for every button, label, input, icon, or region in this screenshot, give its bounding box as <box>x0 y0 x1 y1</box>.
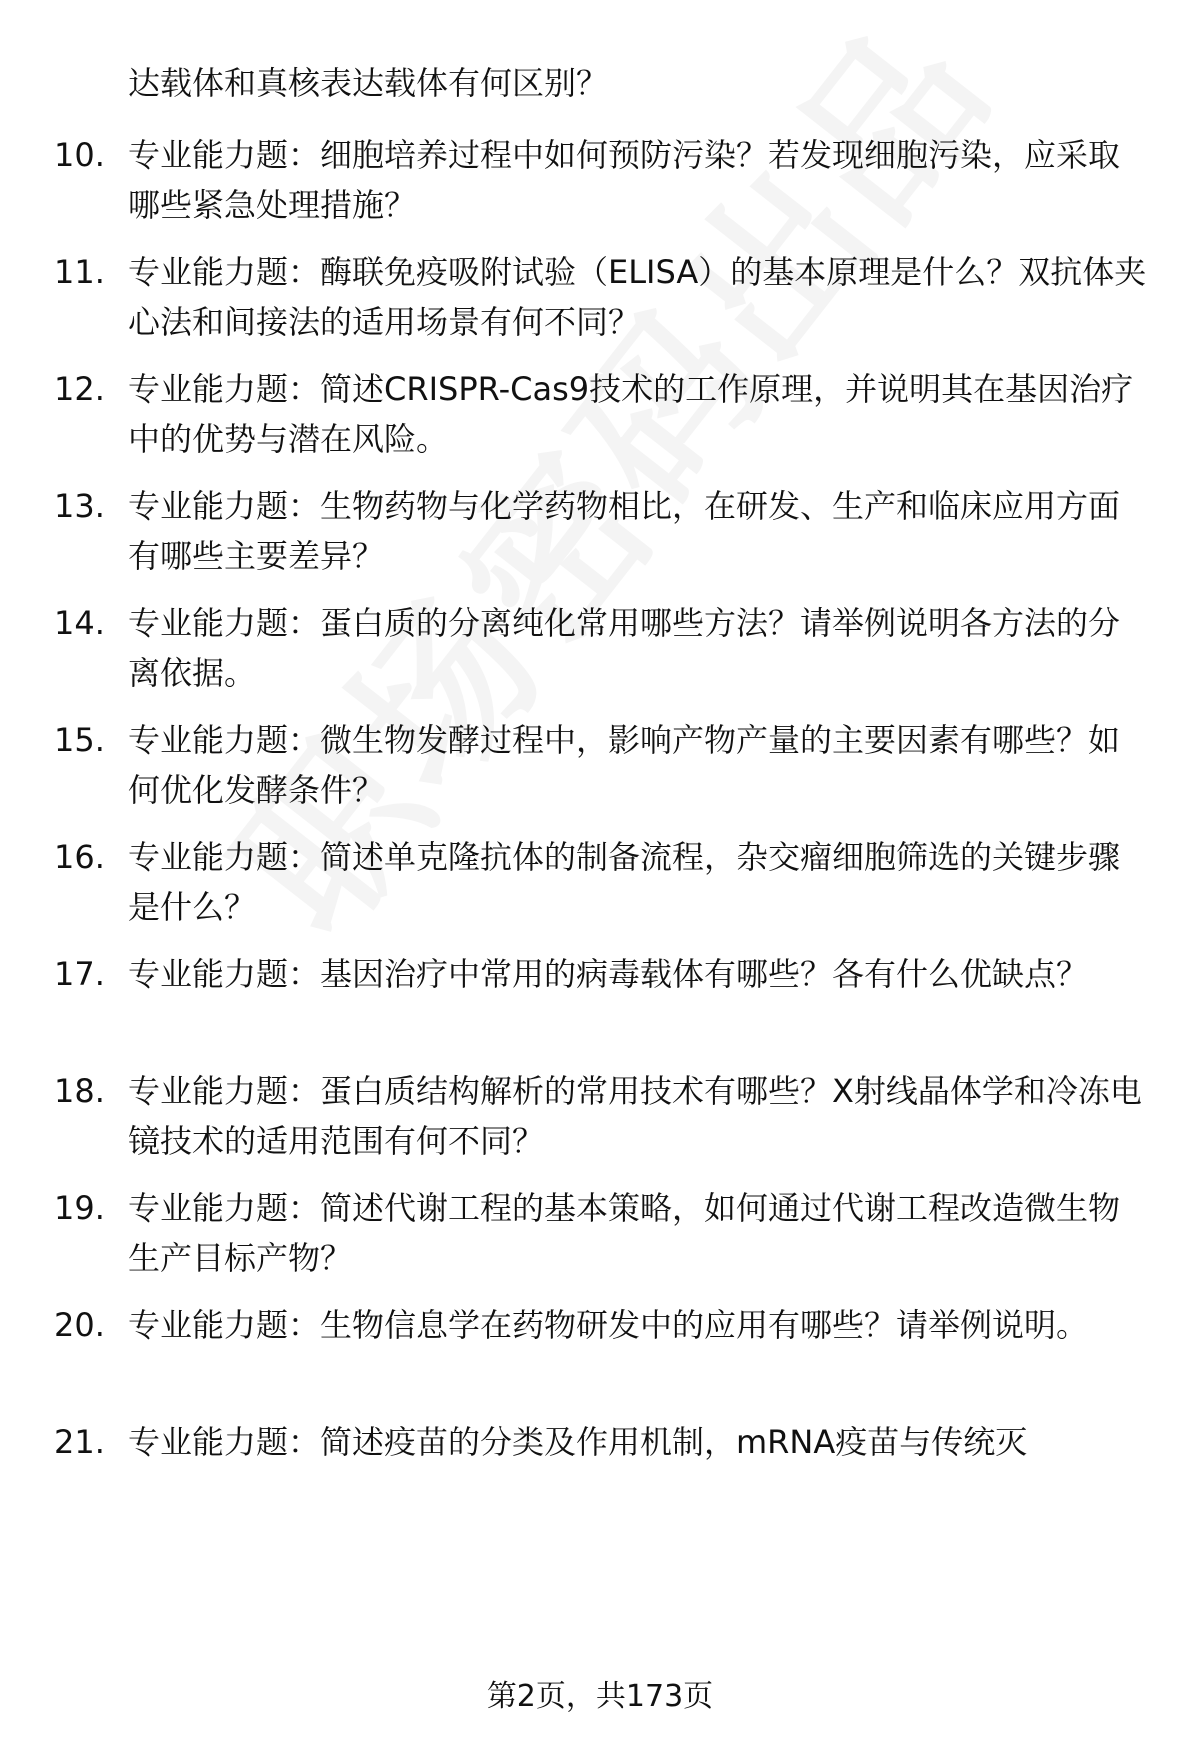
question-text: 专业能力题：简述CRISPR-Cas9技术的工作原理，并说明其在基因治疗中的优势与潜在风险。 <box>128 370 1134 458</box>
question-item <box>0 598 1200 708</box>
question-item <box>0 949 1200 1059</box>
continuation-text: 达载体和真核表达载体有何区别？ <box>128 64 609 102</box>
question-item <box>0 364 1200 474</box>
question-text: 专业能力题：简述疫苗的分类及作用机制，mRNA疫苗与传统灭 <box>128 1423 1028 1461</box>
question-number: 19. <box>54 1189 105 1227</box>
question-number: 17. <box>54 955 105 993</box>
question-text: 专业能力题：简述代谢工程的基本策略，如何通过代谢工程改造微生物生产目标产物？ <box>128 1189 1121 1277</box>
question-text: 专业能力题：微生物发酵过程中，影响产物产量的主要因素有哪些？如何优化发酵条件？ <box>128 721 1121 809</box>
question-number: 13. <box>54 487 105 525</box>
question-item <box>0 1417 1200 1477</box>
question-item <box>0 130 1200 240</box>
question-text: 专业能力题：细胞培养过程中如何预防污染？若发现细胞污染，应采取哪些紧急处理措施？ <box>128 136 1121 224</box>
question-item <box>0 1183 1200 1293</box>
question-number: 18. <box>54 1072 105 1110</box>
question-text: 专业能力题：蛋白质的分离纯化常用哪些方法？请举例说明各方法的分离依据。 <box>128 604 1121 692</box>
question-number: 12. <box>54 370 105 408</box>
question-number: 11. <box>54 253 105 291</box>
question-number: 14. <box>54 604 105 642</box>
page-footer: 第2页，共173页 <box>486 1679 714 1714</box>
question-item <box>0 247 1200 357</box>
question-text: 专业能力题：生物药物与化学药物相比，在研发、生产和临床应用方面有哪些主要差异？ <box>128 487 1121 575</box>
question-text: 专业能力题：生物信息学在药物研发中的应用有哪些？请举例说明。 <box>128 1306 1089 1344</box>
question-item <box>0 481 1200 591</box>
question-text: 专业能力题：简述单克隆抗体的制备流程，杂交瘤细胞筛选的关键步骤是什么？ <box>128 838 1121 926</box>
question-text: 专业能力题：酶联免疫吸附试验（ELISA）的基本原理是什么？双抗体夹心法和间接法的适用场景有何不同？ <box>128 253 1147 341</box>
question-item <box>0 832 1200 942</box>
question-number: 15. <box>54 721 105 759</box>
question-number: 21. <box>54 1423 105 1461</box>
question-item <box>0 715 1200 825</box>
question-item <box>0 1066 1200 1176</box>
question-text: 专业能力题：基因治疗中常用的病毒载体有哪些？各有什么优缺点？ <box>128 955 1089 993</box>
question-item <box>0 1300 1200 1410</box>
question-number: 10. <box>54 136 105 174</box>
question-number: 20. <box>54 1306 105 1344</box>
question-number: 16. <box>54 838 105 876</box>
question-text: 专业能力题：蛋白质结构解析的常用技术有哪些？X射线晶体学和冷冻电镜技术的适用范围有何不同？ <box>128 1072 1142 1160</box>
